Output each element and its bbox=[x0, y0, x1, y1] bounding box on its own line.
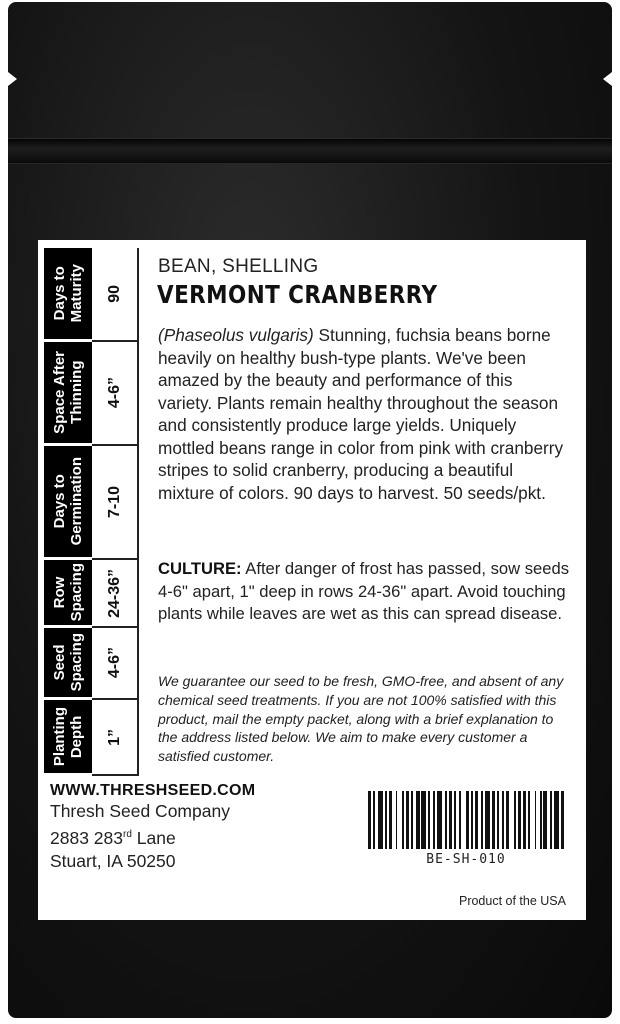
company-address bbox=[50, 782, 255, 873]
stat-days-to-maturity bbox=[44, 248, 139, 342]
latin-name: (Phaseolus vulgaris) bbox=[158, 325, 314, 345]
culture-heading: CULTURE: bbox=[158, 559, 242, 578]
barcode-number: BE-SH-010 bbox=[426, 852, 506, 867]
tear-notch-left bbox=[8, 72, 17, 86]
stat-label: Days to Germination bbox=[51, 457, 85, 546]
culture-instructions bbox=[158, 558, 578, 626]
stat-value: 1” bbox=[105, 728, 123, 746]
barcode-bar bbox=[561, 791, 564, 849]
company-website: WWW.THRESHSEED.COM bbox=[50, 782, 256, 799]
product-description bbox=[158, 324, 568, 504]
company-city: Stuart, IA 50250 bbox=[50, 850, 176, 871]
stat-label: Days to Maturity bbox=[51, 264, 85, 323]
barcode-bars bbox=[368, 791, 564, 849]
product-title: VERMONT CRANBERRY bbox=[157, 280, 438, 309]
guarantee-text: We guarantee our seed to be fresh, GMO-free, and absent of any chemical seed treatments. If you are not 100% satisfied with this product, mail the empty packet, along with a brief explanation to the address listed below. We aim to make every customer a satisfied customer. bbox=[158, 673, 564, 765]
description-text: Stunning, fuchsia beans borne heavily on healthy bush-type plants. We've been amazed by the beauty and performance of this variety. Plants remain healthy throughout the season and consistently produce large yields. Uniquely mottled beans range in color from pink with cranberry stripes to solid cranberry, producing a beautiful mixture of colors. 90 days to harvest. 50 seeds/pkt. bbox=[158, 325, 564, 503]
stat-label: Planting Depth bbox=[51, 706, 85, 767]
stat-value: 90 bbox=[105, 285, 123, 303]
stat-value: 4-6” bbox=[105, 647, 123, 679]
stat-seed-spacing bbox=[44, 628, 139, 700]
tear-notch-right bbox=[603, 72, 612, 86]
stat-space-after-thinning bbox=[44, 342, 139, 446]
stat-row-spacing bbox=[44, 560, 139, 628]
product-category: BEAN, SHELLING bbox=[158, 256, 319, 277]
stat-value: 24-36” bbox=[105, 568, 123, 618]
packet-label bbox=[38, 240, 586, 920]
stat-label: Space After Thinning bbox=[51, 351, 85, 434]
stat-days-to-germination bbox=[44, 446, 139, 560]
culture-text: After danger of frost has passed, sow seeds 4-6" apart, 1" deep in rows 24-36" apart. Avoid touching plants while leaves are wet as this can spread disease. bbox=[158, 559, 570, 623]
stat-value: 4-6” bbox=[105, 377, 123, 409]
stat-label: Row Spacing bbox=[51, 563, 85, 622]
zip-seal bbox=[8, 138, 612, 164]
stat-value: 7-10 bbox=[105, 485, 123, 519]
stat-label: Seed Spacing bbox=[51, 633, 85, 692]
company-name: Thresh Seed Company bbox=[50, 801, 230, 821]
stat-planting-depth bbox=[44, 700, 139, 776]
barcode bbox=[368, 791, 564, 867]
product-origin: Product of the USA bbox=[458, 894, 566, 908]
company-street: 2883 283rd Lane bbox=[50, 827, 176, 848]
